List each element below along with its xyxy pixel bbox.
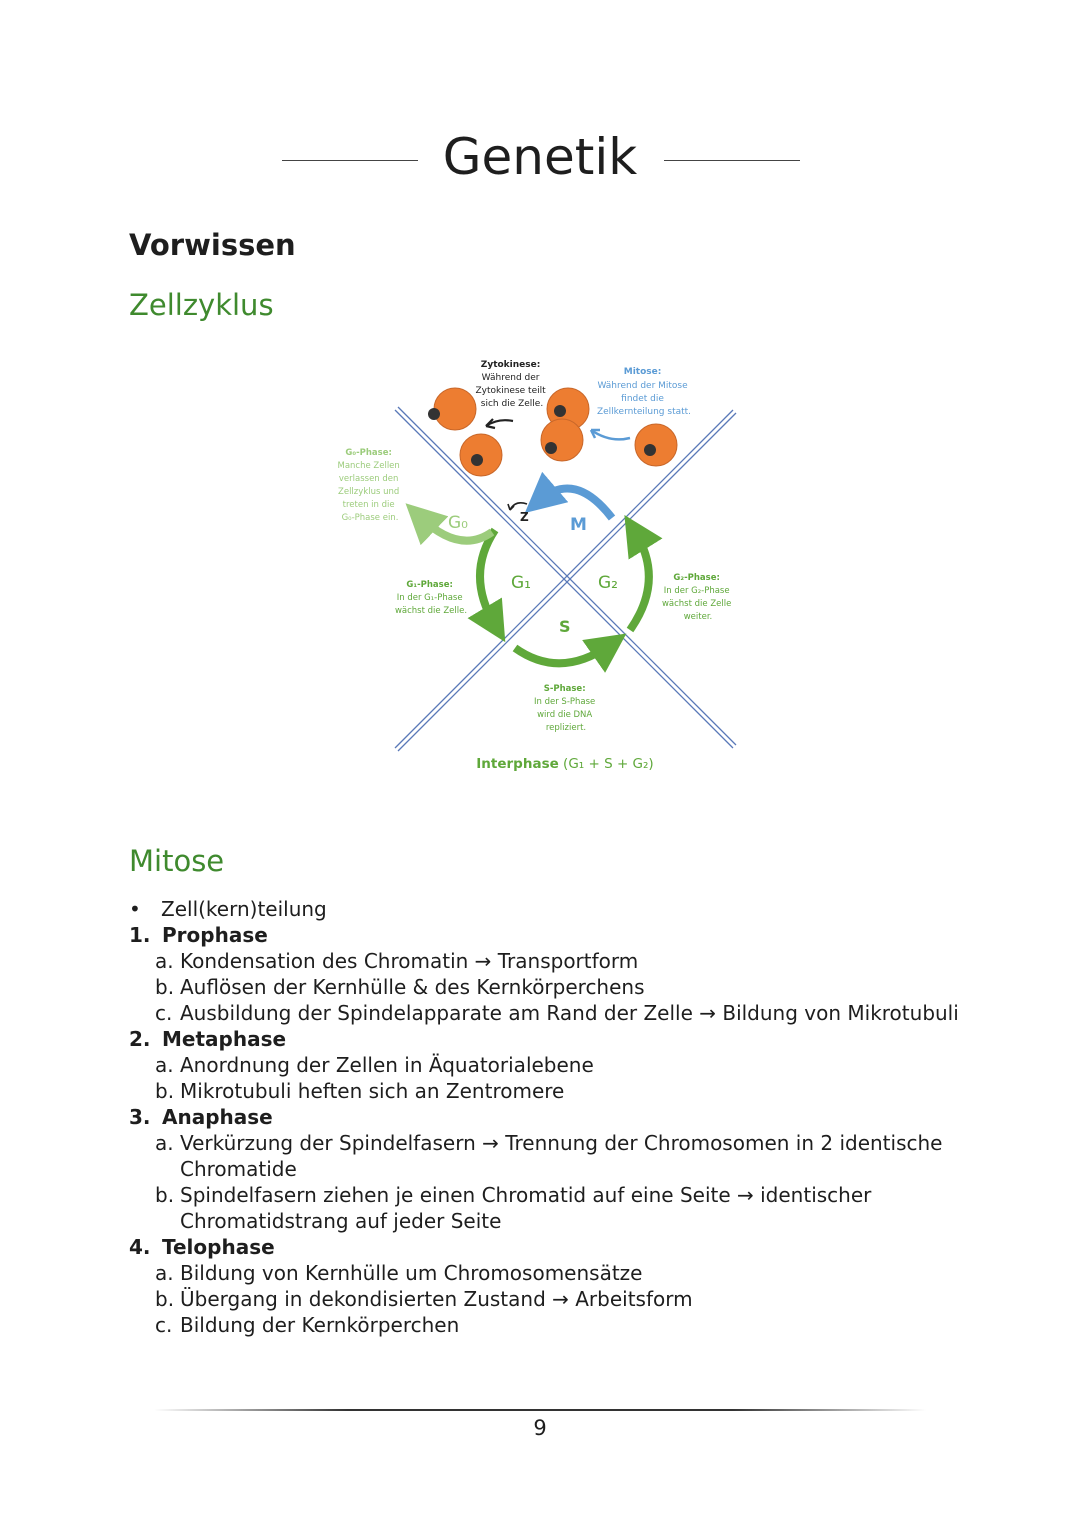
cell-cycle-diagram [320, 350, 760, 790]
g0-annotation: G₀-Phase: Manche Zellen verlassen den Zellzyklus und treten in die G₀-Phase ein. [337, 448, 400, 523]
page-header [0, 128, 1080, 198]
s-annotation: S-Phase: In der S-Phase wird die DNA repliziert. [534, 684, 596, 733]
g0-label: G₀ [448, 513, 468, 533]
g2-label: G₂ [598, 573, 618, 593]
g1-phase-arrow-icon [480, 530, 495, 625]
z-label: Z [520, 510, 529, 524]
list-item: a. Verkürzung der Spindelfasern → Trennung der Chromosomen in 2 identische Chromatide [155, 1131, 943, 1181]
mitose-annotation: Mitose: Während der Mitose findet die Zellkernteilung statt. [596, 367, 692, 417]
zellzyklus-heading: Zellzyklus [129, 288, 274, 322]
title-rule-right [664, 160, 800, 161]
interphase-caption: Interphase (G₁ + S + G₂) [476, 756, 654, 772]
list-item: a. Bildung von Kernhülle um Chromosomensätze [155, 1261, 643, 1285]
g1-annotation: G₁-Phase: In der G₁-Phase wächst die Zelle. [394, 580, 468, 616]
phase-heading-prophase: 1. Prophase [129, 923, 268, 947]
g2-annotation: G₂-Phase: In der G₂-Phase wächst die Zelle weiter. [661, 573, 732, 622]
mitose-heading: Mitose [129, 844, 225, 878]
list-item: a. Anordnung der Zellen in Äquatorialebene [155, 1053, 594, 1077]
g1-label: G₁ [511, 573, 531, 593]
m-label: M [570, 515, 587, 535]
phase-heading-metaphase: 2. Metaphase [129, 1027, 287, 1051]
phase-heading-anaphase: 3. Anaphase [129, 1105, 273, 1129]
list-item: b. Spindelfasern ziehen je einen Chromatid auf eine Seite → identischer Chromatidstrang auf jeder Seite [155, 1183, 872, 1233]
footer-rule [154, 1409, 926, 1411]
zytokinese-annotation: Zytokinese: Während der Zytokinese teilt sich die Zelle. [475, 360, 546, 409]
list-item: b. Mikrotubuli heften sich an Zentromere [155, 1079, 565, 1103]
list-item: b. Übergang in dekondisierten Zustand → Arbeitsform [155, 1287, 693, 1311]
list-item: a. Kondensation des Chromatin → Transportform [155, 949, 639, 973]
page-title: Genetik [442, 128, 638, 186]
mitosis-small-arrow-icon [591, 430, 630, 439]
section-heading: Vorwissen [129, 228, 296, 262]
phase-heading-telophase: 4. Telophase [129, 1235, 275, 1259]
list-item: c. Bildung der Kernkörperchen [155, 1313, 460, 1337]
list-item: c. Ausbildung der Spindelapparate am Rand der Zelle → Bildung von Mikrotubuli [155, 1001, 959, 1025]
m-phase-arrow-icon [540, 488, 612, 518]
s-phase-arrow-icon [515, 645, 610, 663]
mitose-content [129, 896, 979, 1338]
list-item: b. Auflösen der Kernhülle & des Kernkörperchens [155, 975, 645, 999]
s-label: S [559, 617, 571, 636]
page-number: 9 [533, 1416, 547, 1440]
g2-phase-arrow-icon [630, 532, 649, 630]
mitose-bullet: • Zell(kern)teilung [129, 896, 979, 922]
